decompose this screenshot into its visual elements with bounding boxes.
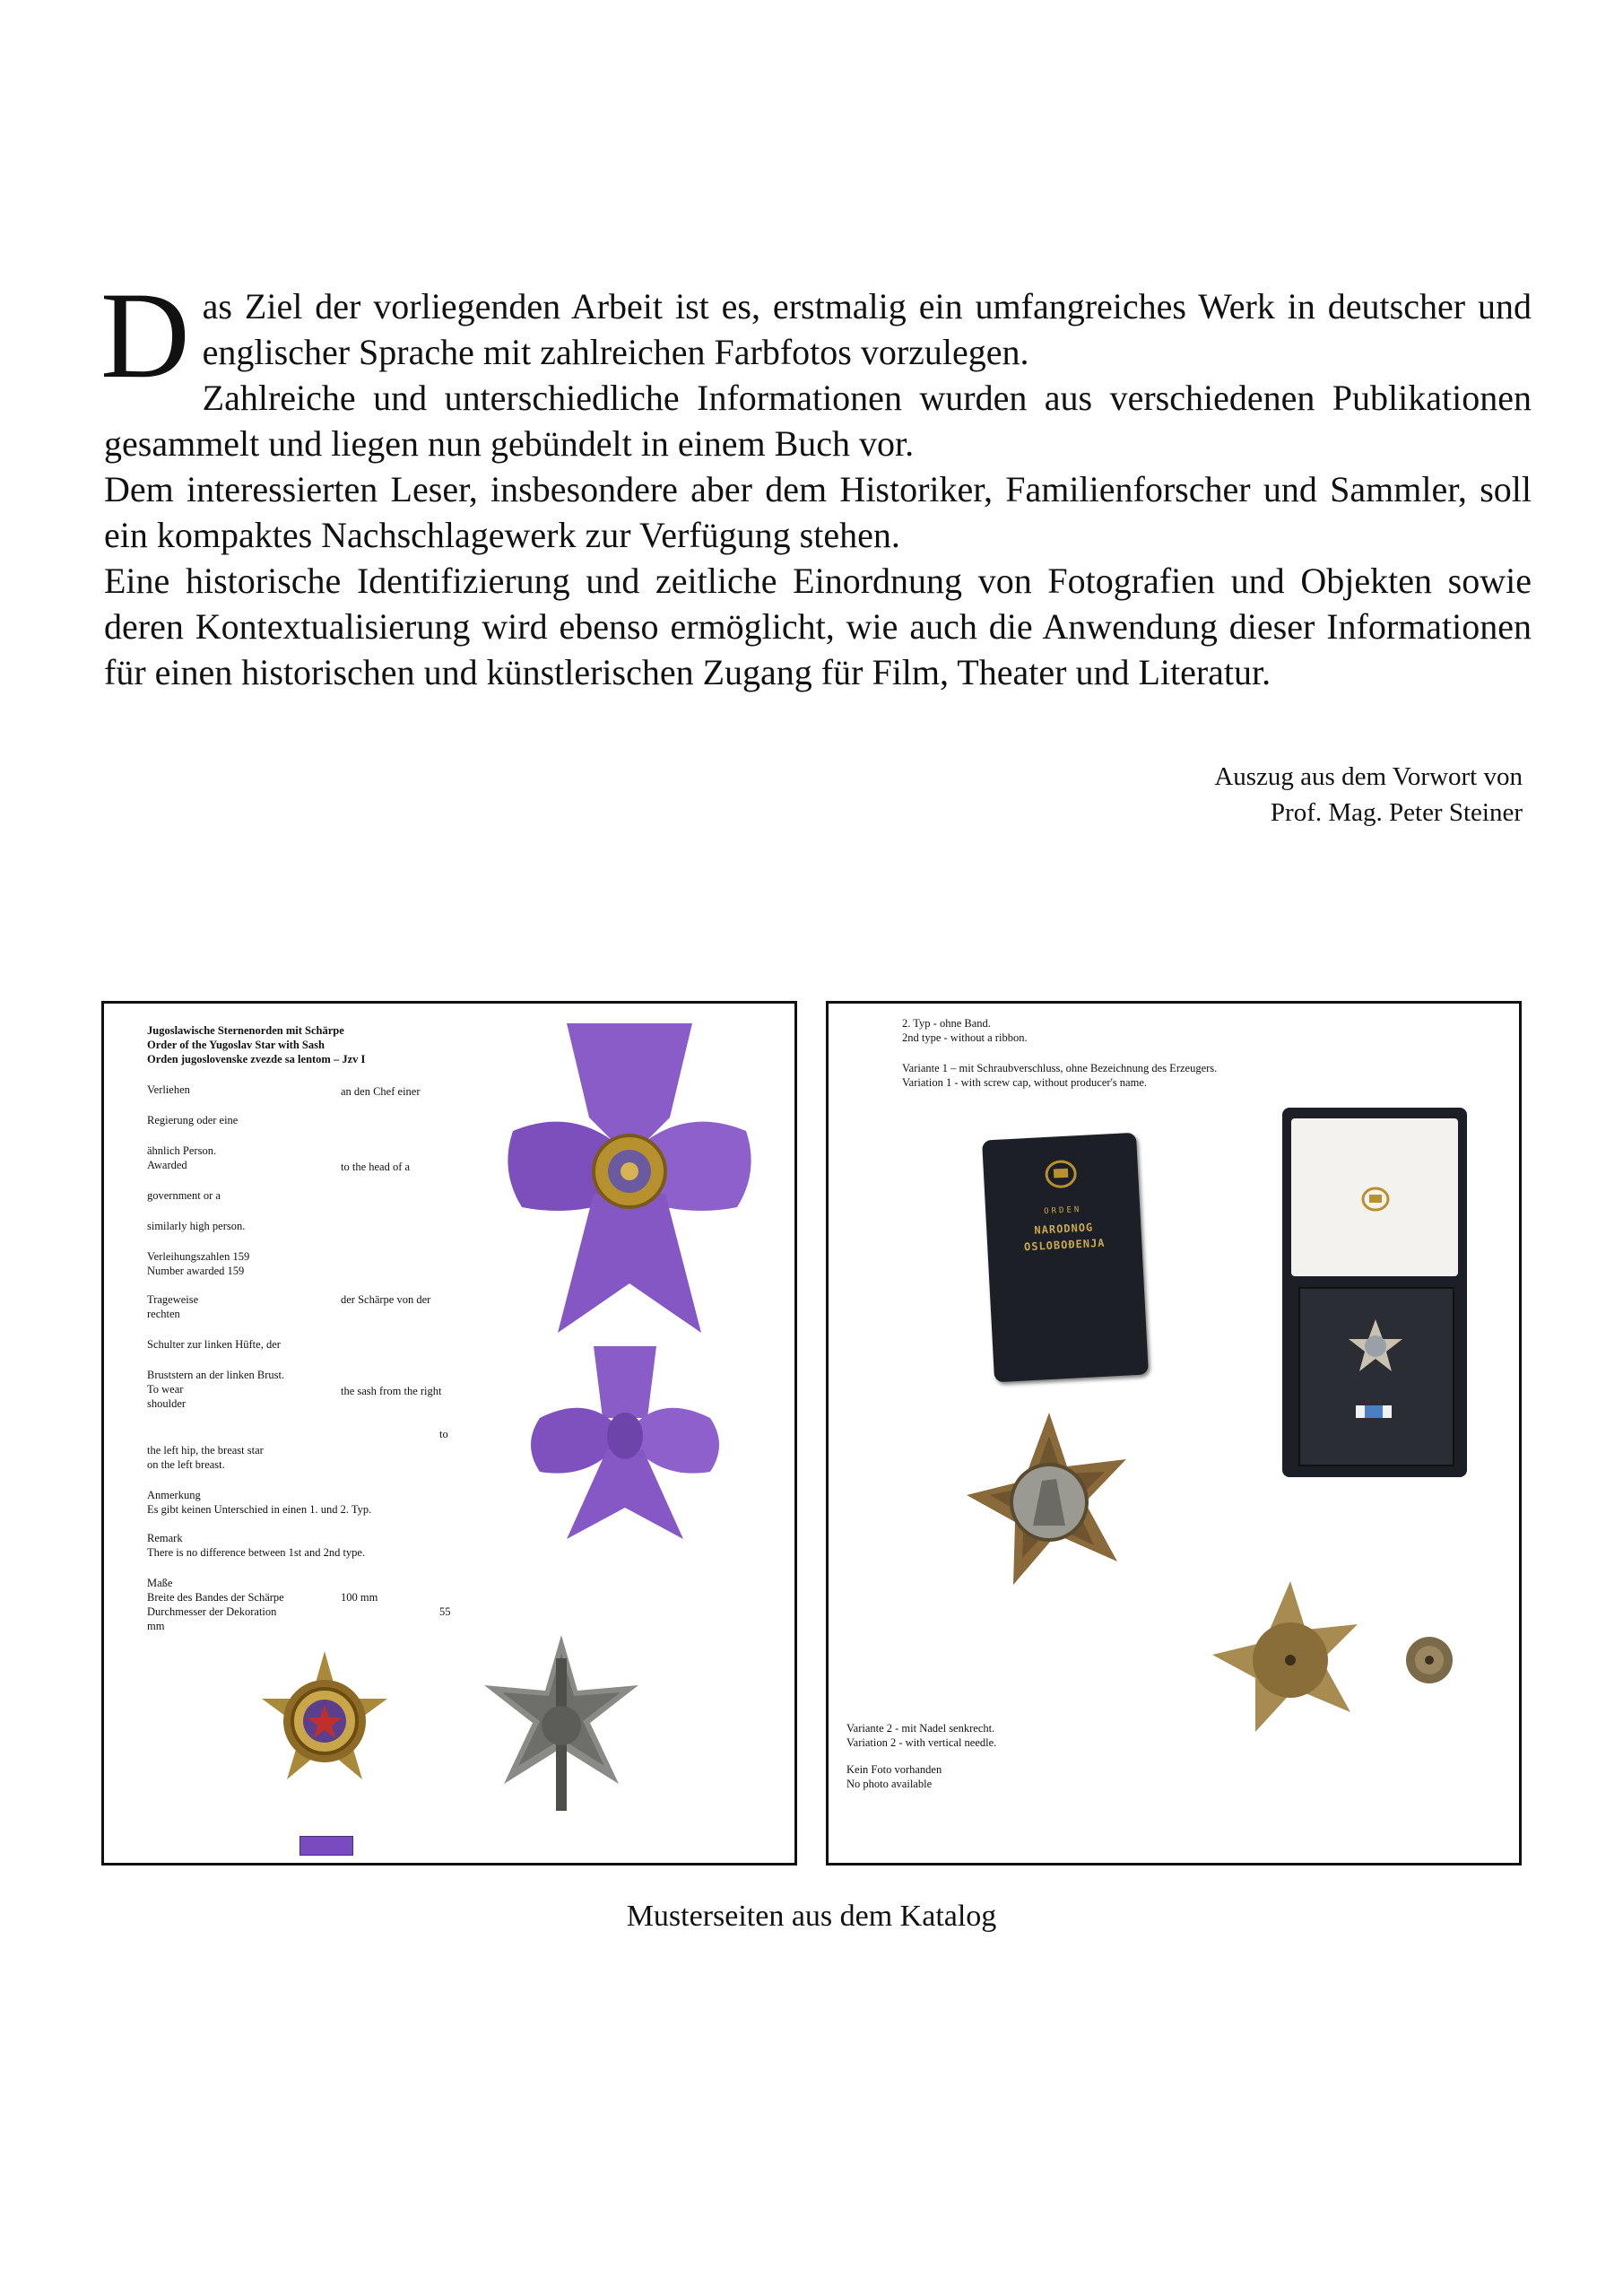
typ-de: 2. Typ - ohne Band. (902, 1017, 991, 1030)
ribbon-bar-image (299, 1836, 353, 1856)
trage-text-4: Bruststern an der linken Brust. (147, 1369, 285, 1381)
awarded-text-2: government or a (147, 1189, 221, 1202)
wear-text: the sash from the right (341, 1385, 442, 1397)
drop-cap: D (100, 266, 190, 404)
intro-paragraph-2: Zahlreiche und unterschiedliche Informationen wurden aus verschiedenen Publikationen gesammelt und liegen nun gebündelt in einem Buch vor. (104, 378, 1532, 464)
typ-en: 2nd type - without a ribbon. (902, 1031, 1028, 1044)
closed-case-image (982, 1133, 1149, 1383)
awarded-text: to the head of a (341, 1161, 411, 1173)
awarded-text-3: similarly high person. (147, 1220, 246, 1232)
order-in-case-image (1347, 1318, 1404, 1375)
figure-caption: Musterseiten aus dem Katalog (626, 1900, 997, 1933)
sample-page-right (826, 1001, 1522, 1866)
attribution-line-1: Auszug aus dem Vorwort von (1214, 762, 1523, 791)
attribution-author: Prof. Mag. Peter Steiner (1270, 798, 1523, 827)
order-star-image (959, 1409, 1139, 1597)
wear-label: To wear (147, 1383, 184, 1396)
anmerkung-text: Es gibt keinen Unterschied in einen 1. und 2. Typ. (147, 1503, 372, 1516)
title-sr: Orden jugoslovenske zvezde sa lentom – Jzv I (147, 1053, 366, 1065)
verliehen-text-3: ähnlich Person. (147, 1144, 217, 1157)
anmerkung-label: Anmerkung (147, 1489, 201, 1501)
remark-text: There is no difference between 1st and 2nd type. (147, 1546, 366, 1559)
verliehen-label: Verliehen (147, 1083, 190, 1096)
case-title-line-1: ORDEN (1043, 1205, 1082, 1217)
variante-2-de: Variante 2 - mit Nadel senkrecht. (846, 1722, 995, 1735)
wear-text-5: on the left breast. (147, 1458, 225, 1471)
wear-text-3: to (439, 1428, 448, 1440)
no-photo-de: Kein Foto vorhanden (846, 1763, 942, 1776)
trage-text-2: rechten (147, 1308, 180, 1320)
emblem-icon (1359, 1185, 1392, 1212)
variation-2-en: Variation 2 - with vertical needle. (846, 1736, 997, 1749)
no-photo-en: No photo available (846, 1778, 933, 1790)
attribution (1214, 759, 1523, 831)
trage-text: der Schärpe von der (341, 1293, 431, 1306)
case-title-line-3: OSLOBOĐENJA (1023, 1236, 1106, 1254)
trage-text-3: Schulter zur linken Hüfte, der (147, 1338, 281, 1351)
durchmesser-unit: mm (147, 1620, 165, 1632)
title-en: Order of the Yugoslav Star with Sash (147, 1039, 325, 1051)
zahlen-de: Verleihungszahlen 159 (147, 1250, 250, 1263)
ribbon-bar-image (1356, 1405, 1392, 1418)
emblem-icon (1042, 1157, 1080, 1189)
order-star-back-image (1205, 1578, 1376, 1739)
intro-paragraph-4: Eine historische Identifizierung und zeitliche Einordnung von Fotografien und Objekten sowie deren Kontextualisierung wird ebenso ermöglicht, wie auch die Anwendung dieser Informationen für einen historischen und künstlerischen Zugang für Film, Theater und Literatur. (104, 561, 1532, 692)
verliehen-text-2: Regierung oder eine (147, 1114, 239, 1126)
breast-star-back-image (463, 1631, 660, 1820)
masse-label: Maße (147, 1577, 173, 1589)
durchmesser-label: Durchmesser der Dekoration (147, 1605, 277, 1618)
remark-label: Remark (147, 1532, 183, 1544)
breite-value: 100 mm (341, 1591, 378, 1604)
verliehen-text: an den Chef einer (341, 1085, 421, 1098)
wear-text-4: the left hip, the breast star (147, 1444, 264, 1457)
zahlen-en: Number awarded 159 (147, 1265, 245, 1277)
variante-1-de: Variante 1 – mit Schraubverschluss, ohne Bezeichnung des Erzeugers. (902, 1062, 1218, 1074)
trage-label: Trageweise (147, 1293, 199, 1306)
sample-page-left (101, 1001, 797, 1866)
intro-text (100, 266, 1532, 695)
screw-cap-image (1402, 1633, 1456, 1687)
intro-paragraph-1: Das Ziel der vorliegenden Arbeit ist es, erstmalig ein umfangreiches Werk in deutscher und englischer Sprache mit zahlreichen Farbfotos vorzulegen. (100, 266, 1532, 404)
case-title-line-2: NARODNOG (1034, 1221, 1094, 1237)
sash-image-bow (522, 1337, 728, 1544)
wear-text-2: shoulder (147, 1397, 187, 1410)
durchmesser-value: 55 (439, 1605, 451, 1618)
intro-paragraph-3: Dem interessierten Leser, insbesondere aber dem Historiker, Familienforscher und Sammler, soll ein kompaktes Nachschlagewerk zur Verfügung stehen. (104, 469, 1532, 555)
open-case-image (1282, 1108, 1467, 1477)
sash-image-top (504, 1023, 755, 1337)
breite-label: Breite des Bandes der Schärpe (147, 1591, 284, 1604)
awarded-label: Awarded (147, 1159, 187, 1171)
variation-1-en: Variation 1 - with screw cap, without producer's name. (902, 1076, 1148, 1089)
breast-star-front-image (253, 1649, 396, 1802)
title-de: Jugoslawische Sternenorden mit Schärpe (147, 1024, 344, 1037)
